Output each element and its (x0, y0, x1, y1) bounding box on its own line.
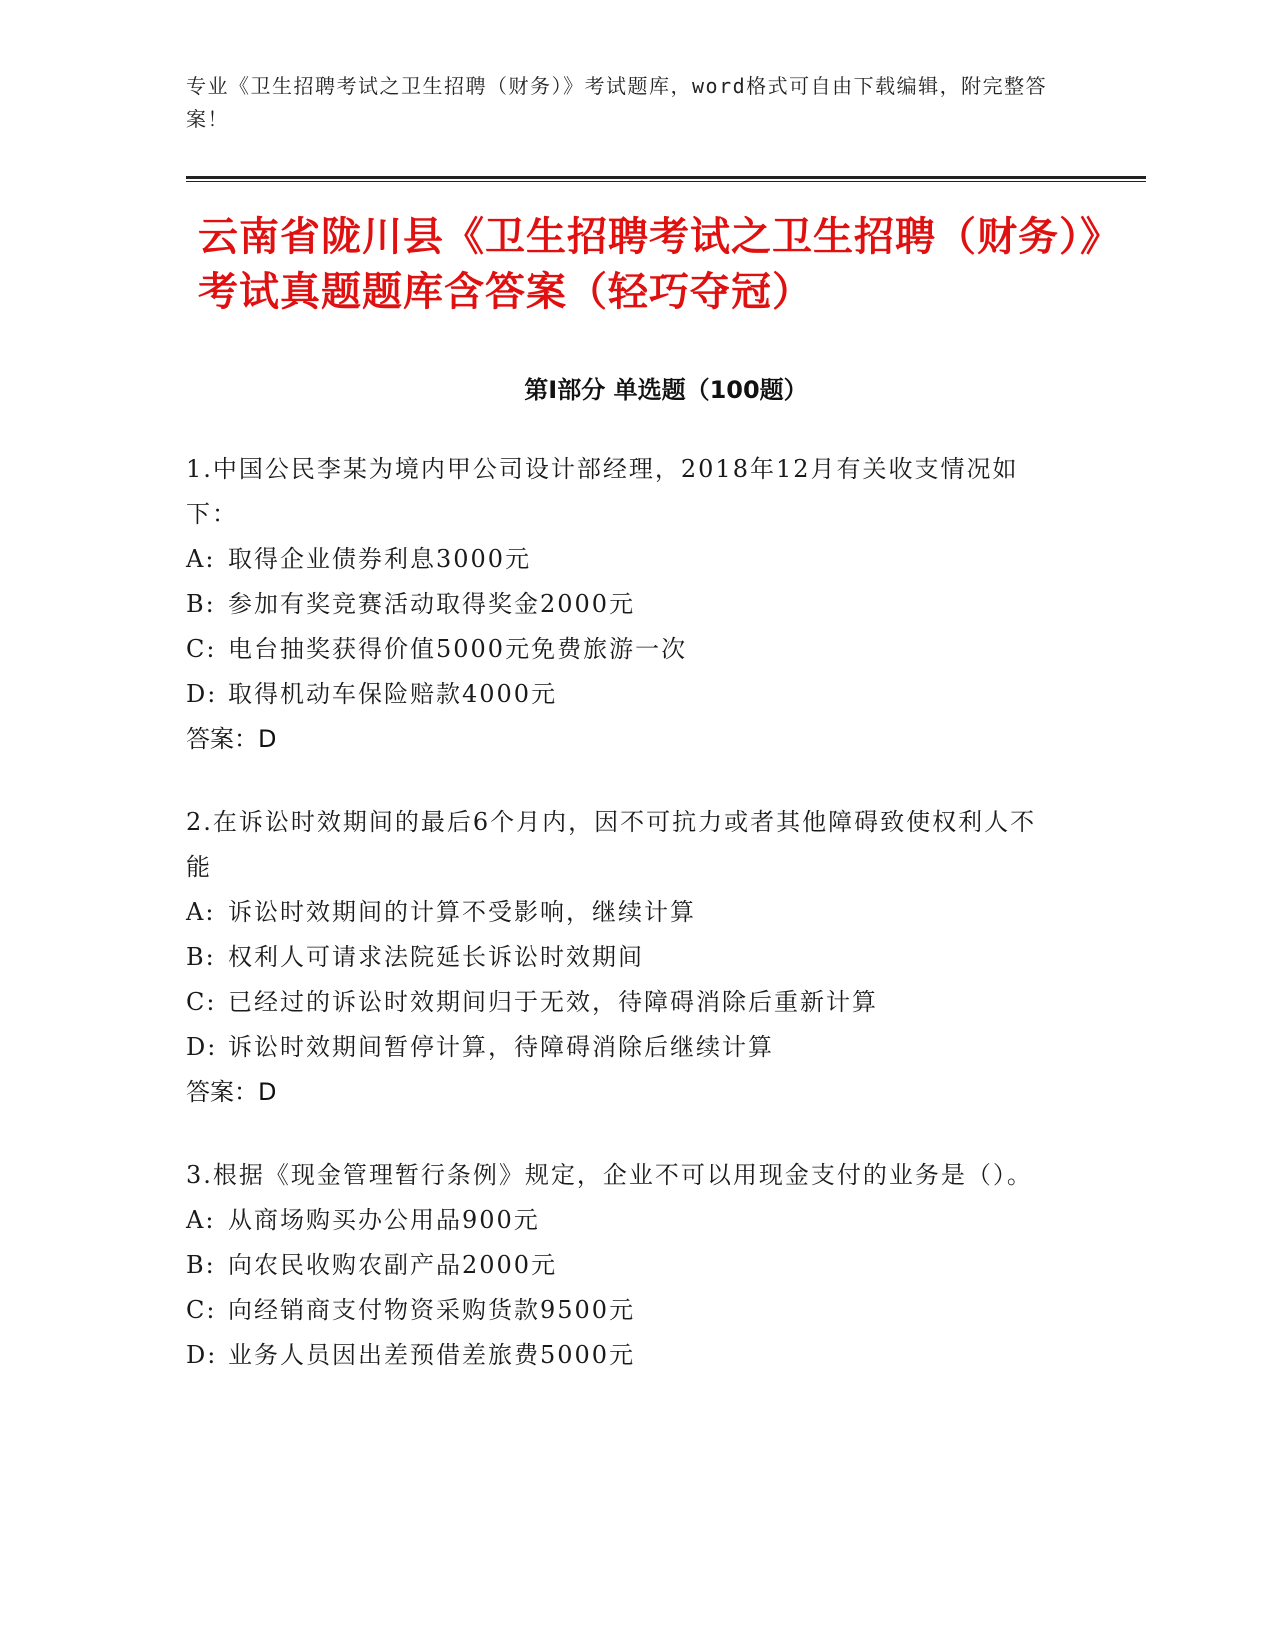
option-key: C: (186, 988, 217, 1016)
document-title: 云南省陇川县《卫生招聘考试之卫生招聘（财务）》考试真题题库含答案（轻巧夺冠） (198, 214, 1121, 315)
option-key: A: (186, 898, 216, 926)
document-page (186, 70, 1146, 1416)
question-list (186, 447, 1146, 1378)
option-text: 向农民收购农副产品2000元 (228, 1251, 558, 1279)
option-b (186, 582, 1146, 627)
option-text: 权利人可请求法院延长诉讼时效期间 (228, 943, 644, 971)
option-c (186, 1288, 1146, 1333)
option-c (186, 627, 1146, 672)
section-title: 第I部分 单选题（100题） (524, 376, 808, 404)
option-key: B: (186, 943, 216, 971)
option-b (186, 1243, 1146, 1288)
question-stem: 2.在诉讼时效期间的最后6个月内，因不可抗力或者其他障碍致使权利人不能 (186, 808, 1037, 881)
option-key: A: (186, 545, 216, 573)
question-stem: 1.中国公民李某为境内甲公司设计部经理，2018年12月有关收支情况如下： (186, 455, 1019, 528)
option-text: 诉讼时效期间暂停计算，待障碍消除后继续计算 (228, 1033, 774, 1061)
option-key: D: (186, 680, 218, 708)
option-key: D: (186, 1341, 218, 1369)
option-text: 从商场购买办公用品900元 (228, 1206, 540, 1234)
answer-line: 答案：D (186, 725, 277, 753)
option-text: 参加有奖竞赛活动取得奖金2000元 (228, 590, 636, 618)
option-d (186, 1025, 1146, 1070)
option-b (186, 935, 1146, 980)
option-d (186, 672, 1146, 717)
option-text: 已经过的诉讼时效期间归于无效，待障碍消除后重新计算 (228, 988, 878, 1016)
option-key: A: (186, 1206, 216, 1234)
option-key: C: (186, 1296, 217, 1324)
option-text: 业务人员因出差预借差旅费5000元 (228, 1341, 636, 1369)
option-a (186, 1198, 1146, 1243)
option-key: D: (186, 1033, 218, 1061)
header-divider (186, 176, 1146, 182)
divider-thin-line (186, 181, 1146, 182)
divider-thick-line (186, 176, 1146, 179)
question-3 (186, 1153, 1146, 1378)
option-d (186, 1333, 1146, 1378)
option-a (186, 537, 1146, 582)
option-a (186, 890, 1146, 935)
answer-line: 答案：D (186, 1078, 277, 1106)
header-note: 专业《卫生招聘考试之卫生招聘（财务）》考试题库，word格式可自由下载编辑，附完整答案！ (186, 74, 1048, 131)
option-text: 取得企业债券利息3000元 (228, 545, 532, 573)
question-stem: 3.根据《现金管理暂行条例》规定，企业不可以用现金支付的业务是（）。 (186, 1161, 1033, 1189)
option-text: 取得机动车保险赔款4000元 (228, 680, 558, 708)
option-text: 电台抽奖获得价值5000元免费旅游一次 (228, 635, 688, 663)
question-2 (186, 800, 1146, 1115)
option-key: C: (186, 635, 217, 663)
option-key: B: (186, 1251, 216, 1279)
option-c (186, 980, 1146, 1025)
option-text: 向经销商支付物资采购货款9500元 (228, 1296, 636, 1324)
option-key: B: (186, 590, 216, 618)
question-1 (186, 447, 1146, 762)
option-text: 诉讼时效期间的计算不受影响，继续计算 (228, 898, 696, 926)
